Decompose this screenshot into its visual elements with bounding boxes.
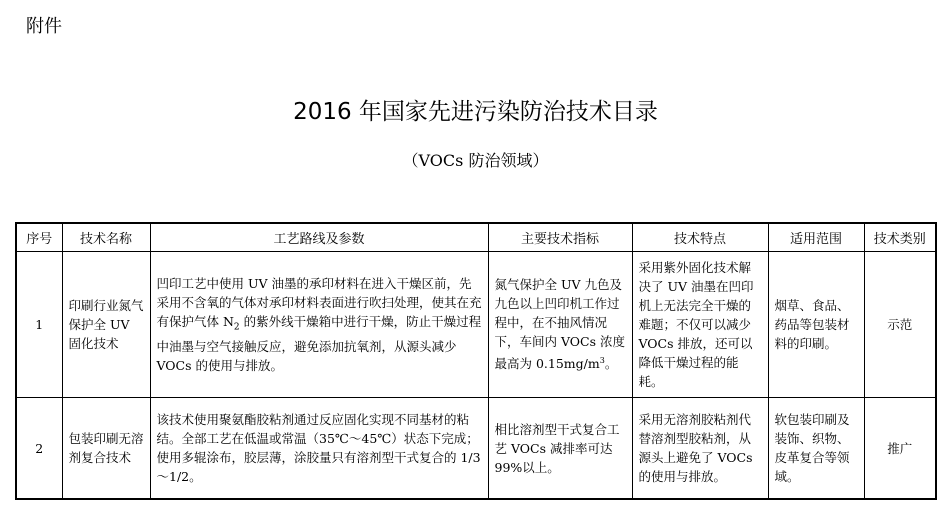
cell-indicator [488, 252, 632, 398]
process-text: 凹印工艺中使用 UV 油墨的承印材料在进入干燥区前，先采用不含氧的气体对承印材料表面进行吹扫处理，使其在充有保护气体 N [156, 275, 482, 329]
column-header: 技术类别 [864, 223, 936, 252]
subscript: 2 [233, 322, 240, 333]
column-header: 技术特点 [632, 223, 768, 252]
attachment-label: 附件 [26, 16, 62, 37]
technology-table [15, 222, 937, 500]
column-header: 适用范围 [768, 223, 864, 252]
cell-category: 示范 [864, 252, 936, 398]
cell-scope: 烟草、食品、药品等包装材料的印刷。 [768, 252, 864, 398]
cell-tech-name: 印刷行业氮气保护全 UV 固化技术 [62, 252, 150, 398]
superscript: 3 [599, 356, 605, 366]
cell-process: 该技术使用聚氨酯胶粘剂通过反应固化实现不同基材的粘结。全部工艺在低温或常温（35℃～45℃）状态下完成；使用多辊涂布，胶层薄，涂胶量只有溶剂型干式复合的 1/3～1/2。 [150, 398, 488, 500]
cell-indicator: 相比溶剂型干式复合工艺 VOCs 减排率可达 99%以上。 [488, 398, 632, 500]
document-subtitle: （VOCs 防治领域） [402, 151, 549, 170]
table-row [16, 398, 936, 500]
cell-features: 采用无溶剂胶粘剂代替溶剂型胶粘剂，从源头上避免了 VOCs 的使用与排放。 [632, 398, 768, 500]
table-row [16, 252, 936, 398]
cell-tech-name: 包装印刷无溶剂复合技术 [62, 398, 150, 500]
column-header: 序号 [16, 223, 62, 252]
cell-process [150, 252, 488, 398]
column-header: 主要技术指标 [488, 223, 632, 252]
process-text: 的紫外线干燥箱中进行干燥，防止干燥过程中油墨与空气接触反应，避免添加抗氧剂，从源头减少 VOCs 的使用与排放。 [156, 313, 482, 374]
column-header: 技术名称 [62, 223, 150, 252]
table-header-row [16, 223, 936, 252]
document-title: 2016 年国家先进污染防治技术目录 [293, 99, 658, 125]
indicator-text: 氮气保护全 UV 九色及九色以上凹印机工作过程中，在不抽风情况下，车间内 VOCs 浓度最高为 0.15mg/m [494, 277, 625, 372]
indicator-text: 。 [604, 356, 618, 372]
cell-scope: 软包装印刷及装饰、织物、皮革复合等领域。 [768, 398, 864, 500]
cell-category: 推广 [864, 398, 936, 500]
cell-number: 1 [16, 252, 62, 398]
cell-features: 采用紫外固化技术解决了 UV 油墨在凹印机上无法完全干燥的难题；不仅可以减少 VOCs 排放，还可以降低干燥过程的能耗。 [632, 252, 768, 398]
cell-number: 2 [16, 398, 62, 500]
column-header: 工艺路线及参数 [150, 223, 488, 252]
